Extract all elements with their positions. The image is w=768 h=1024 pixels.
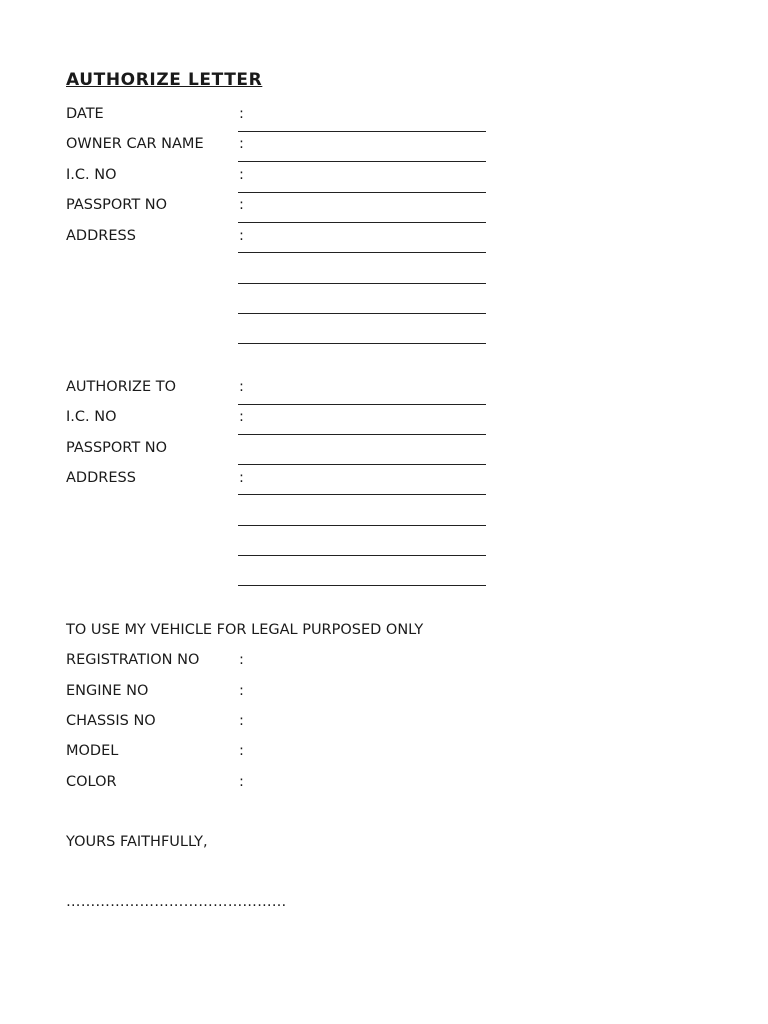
owner-address-field-line[interactable] xyxy=(238,283,486,284)
chassis-no-label: CHASSIS NO xyxy=(66,713,156,729)
authorize-to-label: AUTHORIZE TO xyxy=(66,379,177,395)
owner-address-field-line[interactable] xyxy=(238,252,486,253)
registration-no-colon: : xyxy=(239,652,244,668)
owner-car-name-colon: : xyxy=(239,136,244,152)
authorized-ic-no-colon: : xyxy=(239,409,244,425)
owner-car-name-field-line[interactable] xyxy=(238,161,486,162)
color-colon: : xyxy=(239,774,244,790)
owner-address-field-line[interactable] xyxy=(238,343,486,344)
vehicle-purpose-statement: TO USE MY VEHICLE FOR LEGAL PURPOSED ONLY xyxy=(66,622,424,638)
authorized-passport-no-label: PASSPORT NO xyxy=(66,440,168,456)
owner-address-label: ADDRESS xyxy=(66,228,136,244)
date-colon: : xyxy=(239,106,244,122)
engine-no-label: ENGINE NO xyxy=(66,683,149,699)
signature-dotted-line[interactable]: ……………………………………… xyxy=(66,894,287,910)
model-label: MODEL xyxy=(66,743,119,759)
authorized-address-colon: : xyxy=(239,470,244,486)
owner-ic-no-label: I.C. NO xyxy=(66,167,117,183)
registration-no-label: REGISTRATION NO xyxy=(66,652,200,668)
authorized-address-field-line[interactable] xyxy=(238,494,486,495)
authorize-to-colon: : xyxy=(239,379,244,395)
authorize-to-field-line[interactable] xyxy=(238,404,486,405)
closing-salutation: YOURS FAITHFULLY, xyxy=(66,834,208,850)
authorized-address-field-line[interactable] xyxy=(238,525,486,526)
authorized-ic-no-label: I.C. NO xyxy=(66,409,117,425)
owner-address-colon: : xyxy=(239,228,244,244)
date-field-line[interactable] xyxy=(238,131,486,132)
engine-no-colon: : xyxy=(239,683,244,699)
document-title: AUTHORIZE LETTER xyxy=(66,70,263,90)
model-colon: : xyxy=(239,743,244,759)
chassis-no-colon: : xyxy=(239,713,244,729)
authorized-ic-no-field-line[interactable] xyxy=(238,434,486,435)
owner-passport-no-label: PASSPORT NO xyxy=(66,197,168,213)
authorized-address-label: ADDRESS xyxy=(66,470,136,486)
owner-passport-no-field-line[interactable] xyxy=(238,222,486,223)
owner-ic-no-field-line[interactable] xyxy=(238,192,486,193)
authorized-passport-no-field-line[interactable] xyxy=(238,464,486,465)
date-label: DATE xyxy=(66,106,104,122)
owner-car-name-label: OWNER CAR NAME xyxy=(66,136,204,152)
authorized-address-field-line[interactable] xyxy=(238,555,486,556)
authorized-address-field-line[interactable] xyxy=(238,585,486,586)
owner-address-field-line[interactable] xyxy=(238,313,486,314)
owner-passport-no-colon: : xyxy=(239,197,244,213)
color-label: COLOR xyxy=(66,774,117,790)
owner-ic-no-colon: : xyxy=(239,167,244,183)
